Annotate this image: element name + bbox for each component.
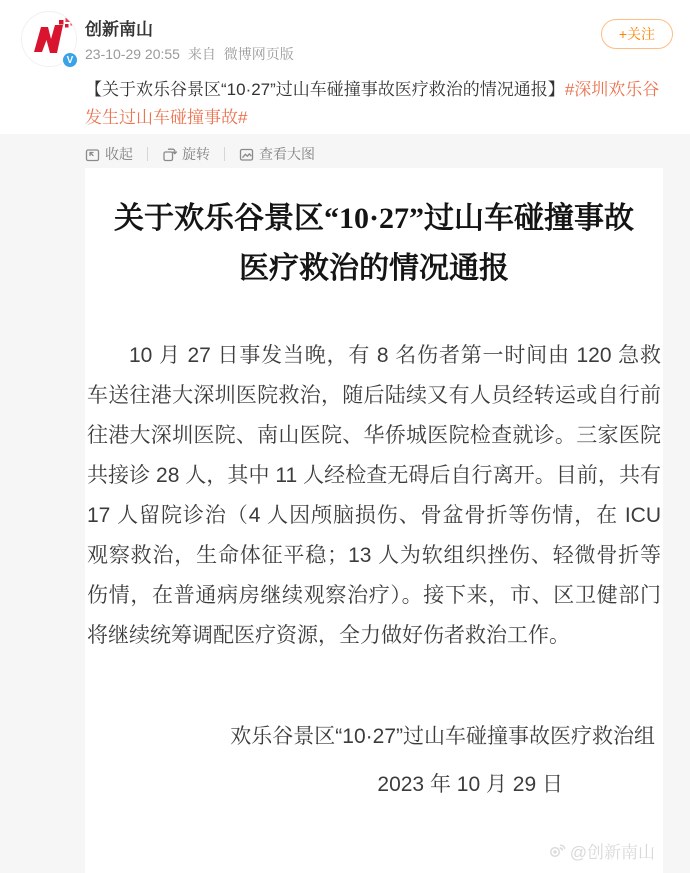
rotate-button[interactable] [162,144,210,164]
hashtag-link[interactable]: #深圳欢乐谷发生过山车碰撞事故# [85,80,660,127]
notice-signature: 欢乐谷景区“10·27”过山车碰撞事故医疗救治组 [230,725,655,748]
rotate-label: 旋转 [182,146,210,162]
notice-title [85,194,663,294]
notice-title-line2: 医疗救治的情况通报 [239,252,509,285]
post-text [85,76,663,132]
image-viewer-section [0,134,690,873]
source-prefix: 来自 [187,46,216,62]
image-toolbar [0,134,690,164]
notice-title-line1: 关于欢乐谷景区“10·27”过山车碰撞事故 [113,202,634,235]
post-text-main: 【关于欢乐谷景区“10·27”过山车碰撞事故医疗救治的情况通报】 [85,80,565,99]
collapse-icon [85,147,100,162]
collapse-button[interactable] [85,144,133,164]
notice-image[interactable] [85,168,663,873]
follow-button[interactable]: +关注 [601,19,673,49]
notice-date: 2023 年 10 月 29 日 [377,773,563,796]
watermark-text: @创新南山 [569,843,655,862]
verified-badge-icon: V [61,51,79,69]
weibo-eye-icon [548,843,566,858]
post-header [0,0,690,72]
watermark [548,838,655,863]
view-large-label: 查看大图 [259,146,315,162]
post-timestamp[interactable]: 23-10-29 20:55 [85,46,180,62]
notice-body: 10 月 27 日事发当晚，有 8 名伤者第一时间由 120 急救车送往港大深圳医院救治，随后陆续又有人员经转运或自行前往港大深圳医院、南山医院、华侨城医院检查就诊。三家医院共接诊 28 人，其中 11 人经检查无碍后自行离开。目前，共有 17 人留院诊治（4 人因颅脑损伤、骨盆骨折等伤情，在 ICU 观察救治，生命体征平稳；13 人为软组织挫伤、轻微骨折等伤情，在普通病房继续观察治疗）。接下来，市、区卫健部门将继续统筹调配医疗资源，全力做好伤者救治工作。 [87,344,661,647]
view-large-image-icon [239,147,254,162]
collapse-label: 收起 [105,146,133,162]
rotate-icon [162,147,177,162]
post-meta [85,44,298,64]
avatar[interactable] [21,11,77,67]
post-source-link[interactable]: 微博网页版 [223,46,294,62]
toolbar-divider [224,147,225,161]
toolbar-divider [147,147,148,161]
author-name[interactable]: 创新南山 [85,20,153,39]
view-large-button[interactable] [239,144,315,164]
